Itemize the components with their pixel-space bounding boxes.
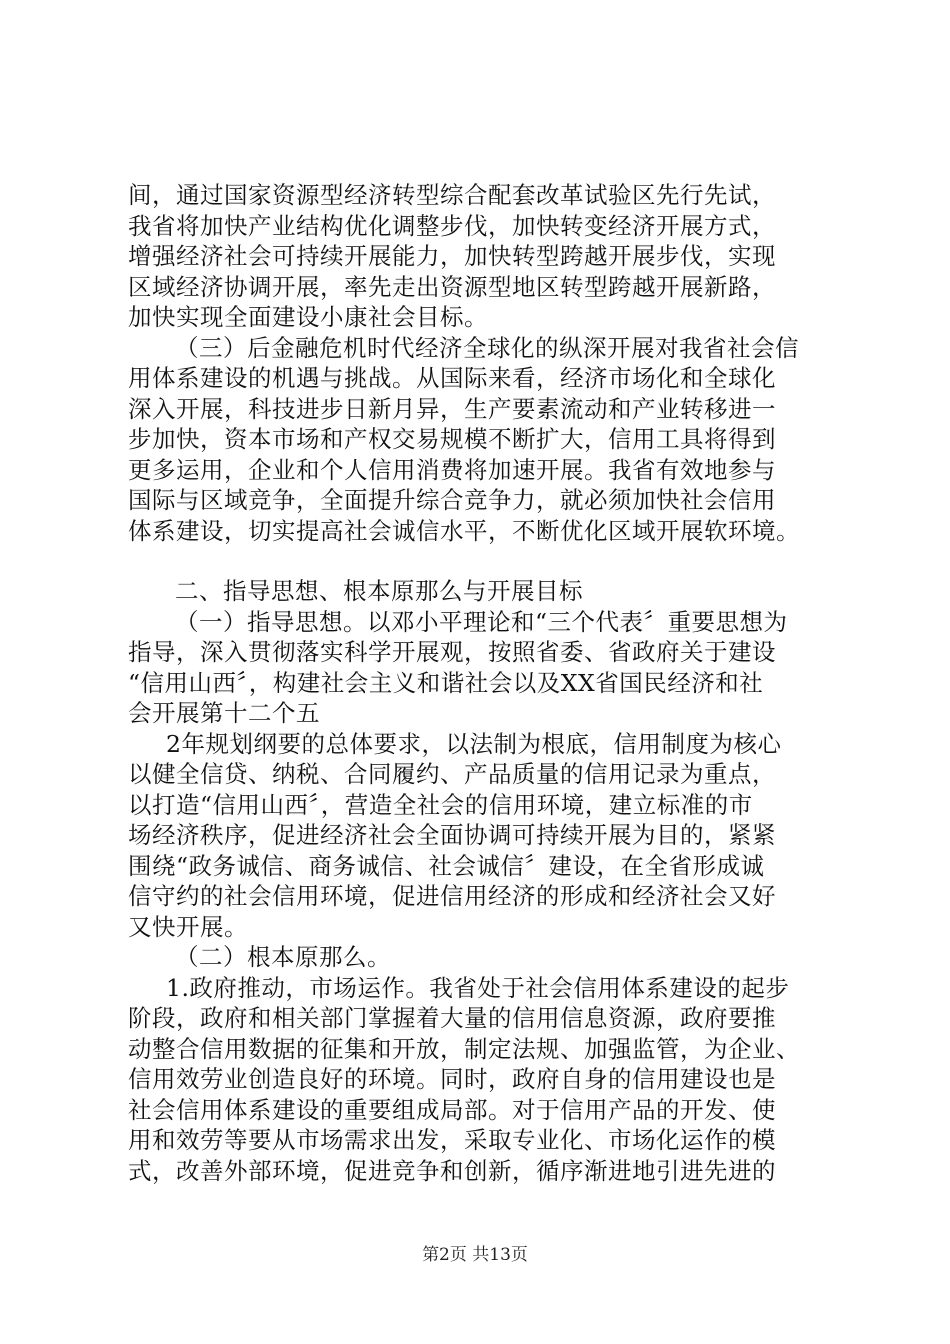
paragraph-5 xyxy=(128,973,838,1187)
text-line: 动整合信用数据的征集和开放，制定法规、加强监管，为企业、 xyxy=(128,1034,800,1063)
paragraph-3 xyxy=(128,607,838,729)
text-line: 深入开展，科技进步日新月异，生产要素流动和产业转移进一 xyxy=(128,394,776,423)
section-heading-2: 二、指导思想、根本原那么与开展目标 xyxy=(175,577,583,605)
text-line: 更多运用，企业和个人信用消费将加速开展。我省有效地参与 xyxy=(128,455,776,484)
text-line: （三）后金融危机时代经济全球化的纵深开展对我省社会信 xyxy=(175,333,799,362)
text-line: 以健全信贷、纳税、合同履约、产品质量的信用记录为重点， xyxy=(128,760,776,788)
text-line: 2年规划纲要的总体要求，以法制为根底，信用制度为核心 xyxy=(166,729,782,758)
text-line: 场经济秩序，促进经济社会全面协调可持续开展为目的，紧紧 xyxy=(128,821,776,849)
text-line: “信用山西〞，构建社会主义和谐社会以及XX省国民经济和社 xyxy=(128,668,764,697)
text-line: 信用效劳业创造良好的环境。同时，政府自身的信用建设也是 xyxy=(128,1065,776,1093)
text-line: 信守约的社会信用环境，促进信用经济的形成和经济社会又好 xyxy=(128,882,776,910)
document-body xyxy=(128,180,838,1186)
text-line: 国际与区域竞争，全面提升综合竞争力，就必须加快社会信用 xyxy=(128,486,776,514)
text-line: 间，通过国家资源型经济转型综合配套改革试验区先行先试， xyxy=(128,181,776,209)
paragraph-gap xyxy=(128,546,838,576)
text-line: 式，改善外部环境，促进竞争和创新，循序渐进地引进先进的 xyxy=(128,1156,776,1185)
text-line: 用体系建设的机遇与挑战。从国际来看，经济市场化和全球化 xyxy=(128,364,776,392)
subsection-heading: （二）根本原那么。 xyxy=(175,943,391,971)
text-line: 体系建设，切实提高社会诚信水平，不断优化区域开展软环境。 xyxy=(128,516,800,545)
text-line: 又快开展。 xyxy=(128,912,248,941)
text-line: 围绕“政务诚信、商务诚信、社会诚信〞建设，在全省形成诚 xyxy=(128,851,765,880)
text-line: 我省将加快产业结构优化调整步伐，加快转变经济开展方式， xyxy=(128,211,776,240)
text-line: 阶段，政府和相关部门掌握着大量的信用信息资源，政府要推 xyxy=(128,1004,776,1032)
text-line: 社会信用体系建设的重要组成局部。对于信用产品的开发、使 xyxy=(128,1095,776,1124)
text-line: 步加快，资本市场和产权交易规模不断扩大，信用工具将得到 xyxy=(128,425,776,453)
paragraph-1 xyxy=(128,180,838,333)
paragraph-2 xyxy=(128,333,838,547)
paragraph-4 xyxy=(128,729,838,943)
text-line: 增强经济社会可持续开展能力，加快转型跨越开展步伐，实现 xyxy=(128,242,776,270)
text-line: 1.政府推动，市场运作。我省处于社会信用体系建设的起步 xyxy=(166,973,790,1002)
text-line: 会开展第十二个五 xyxy=(128,699,320,727)
text-line: 加快实现全面建设小康社会目标。 xyxy=(128,303,488,331)
text-line: （一）指导思想。以邓小平理论和“三个代表〞重要思想为 xyxy=(175,607,788,636)
text-line: 用和效劳等要从市场需求出发，采取专业化、市场化运作的模 xyxy=(128,1126,776,1154)
text-line: 指导，深入贯彻落实科学开展观，按照省委、省政府关于建设 xyxy=(128,638,776,666)
text-line: 区域经济协调开展，率先走出资源型地区转型跨越开展新路， xyxy=(128,272,776,301)
page-number-footer: 第2页 共13页 xyxy=(422,1245,528,1265)
text-line: 以打造“信用山西〞，营造全社会的信用环境，建立标准的市 xyxy=(128,790,753,819)
